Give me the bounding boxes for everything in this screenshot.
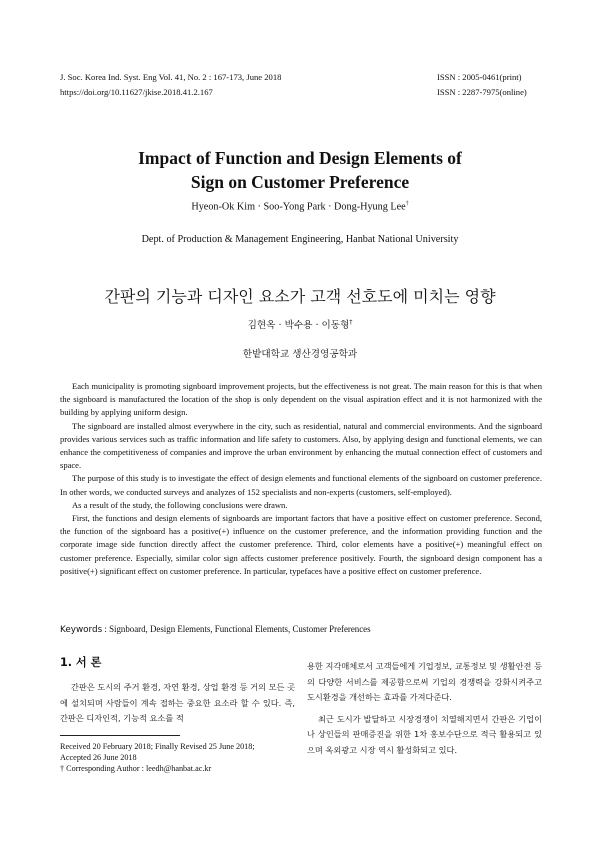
footnote-divider	[60, 735, 180, 736]
abstract-paragraph: As a result of the study, the following conclusions were drawn.	[72, 499, 288, 510]
korean-affiliation: 한밭대학교 생산경영공학과	[242, 349, 358, 360]
received-note: Received 20 February 2018; Finally Revised 25 June 2018;	[60, 741, 255, 751]
korean-author-names: 김현옥 · 박수용 · 이동형	[247, 320, 350, 331]
abstract-paragraph: First, the functions and design elements of signboards are important factors that have a positive effect on customer preference. Second, the function of the signboard has a positive(+) influence on the customer preference, and the information providing function and the corporate image side function directly affect the customer preference. Third, color elements have a positive(+) meaningful effect on customer preference. Especially, similar color sign affects customer preference positively. Fourth, the signboard design component has a positive(+) significant effect on customer preference. In particular, typefaces have a positive effect on customer preference.	[60, 513, 542, 576]
journal-header	[60, 70, 281, 99]
abstract	[60, 380, 542, 578]
right-column	[307, 659, 542, 758]
abstract-paragraph: The signboard are installed almost everywhere in the city, such as residential, natural and commercial environments. And the signboard provides various services such as traffic information and life safety to customers. Also, by applying design and functional elements, we can enhance the competitiveness of companies and improve the urban environment by enhancing the mutual connection effect of customers and space.	[60, 420, 542, 471]
section-heading: 1. 서 론	[60, 656, 102, 669]
keywords	[60, 624, 542, 635]
issn-block	[437, 70, 527, 99]
affiliation: Dept. of Production & Management Engineering, Hanbat National University	[141, 234, 459, 245]
intro-paragraph-continued: 용한 지각매체로서 고객들에게 기업정보, 교통정보 및 생활안전 등의 다양한 서비스를 제공함으로써 기업의 경쟁력을 강화시켜주고 도시환경을 개선하는 효과를 가져다준다.	[307, 661, 542, 702]
author-names: Hyeon-Ok Kim · Soo-Yong Park · Dong-Hyung Lee	[191, 201, 406, 213]
abstract-paragraph: Each municipality is promoting signboard improvement projects, but the effectiveness is not great. The main reason for this is that when the signboard is manufactured the location of the shop is only dependent on the visual aspiration effect and it is not harmonized with the building by applying uniform design.	[60, 381, 542, 418]
doi-link[interactable]: https://doi.org/10.11627/jkise.2018.41.2.167	[60, 86, 213, 97]
korean-title: 간판의 기능과 디자인 요소가 고객 선호도에 미치는 영향	[104, 287, 496, 306]
korean-corresponding-mark: †	[349, 318, 353, 326]
abstract-paragraph: The purpose of this study is to investigate the effect of design elements and functional elements of the signboard on customer preference. In other words, we conducted surveys and analyzes of 152 specialists and non-experts (customers, self-employed).	[60, 473, 542, 497]
author-list	[0, 201, 600, 212]
left-column	[60, 654, 295, 774]
dagger-mark: †	[60, 763, 65, 773]
issn-online: ISSN : 2287-7975(online)	[437, 86, 527, 97]
issn-print: ISSN : 2005-0461(print)	[437, 72, 522, 82]
paper-title-line-1: Impact of Function and Design Elements of	[138, 148, 462, 168]
accepted-note: Accepted 26 June 2018	[60, 752, 137, 762]
intro-paragraph: 간판은 도시의 주거 환경, 자연 환경, 상업 환경 등 거의 모든 곳에 설치되며 사람들이 계속 접하는 중요한 요소라 할 수 있다. 즉, 간판은 디자인적, 기능적 요소를 적	[60, 682, 295, 723]
corresponding-note	[60, 763, 295, 774]
paper-title-line-2: Sign on Customer Preference	[190, 172, 410, 192]
corresponding-email: Corresponding Author : leedh@hanbat.ac.kr	[66, 763, 212, 773]
keywords-label: Keywords	[60, 625, 103, 635]
keywords-text: Signboard, Design Elements, Functional Elements, Customer Preferences	[109, 624, 371, 634]
korean-author-list	[0, 317, 600, 331]
journal-citation: J. Soc. Korea Ind. Syst. Eng Vol. 41, No. 2 : 167-173, June 2018	[60, 72, 282, 82]
intro-paragraph-2: 최근 도시가 발달하고 시장경쟁이 치열해지면서 간판은 기업이나 상인들의 판매증진을 위한 1차 홍보수단으로 적극 활용되고 있으며 옥외광고 시장 역시 활성화되고 있다.	[307, 713, 542, 755]
corresponding-author-mark: †	[405, 201, 409, 207]
keywords-separator: :	[102, 624, 110, 634]
paper-title	[0, 146, 600, 194]
